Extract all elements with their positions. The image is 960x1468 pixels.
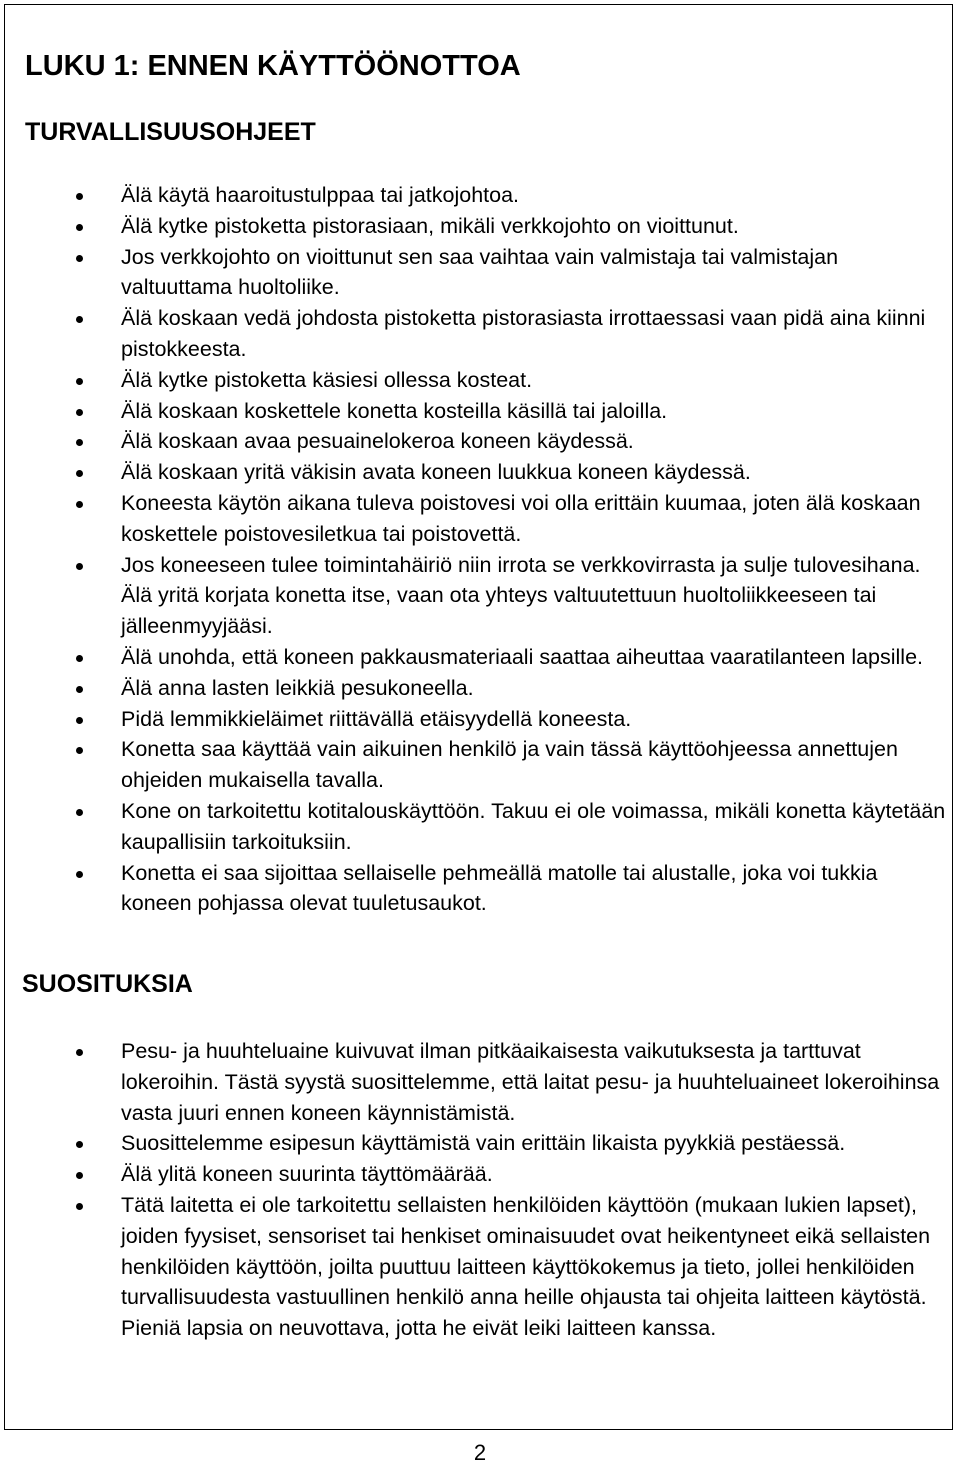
list-item: Älä koskaan avaa pesuainelokeroa koneen käydessä. xyxy=(0,426,951,457)
list-item: Jos verkkojohto on vioittunut sen saa vaihtaa vain valmistaja tai valmistajan valtuuttama huoltoliike. xyxy=(0,242,951,304)
list-item: Älä koskaan vedä johdosta pistoketta pistorasiasta irrottaessasi vaan pidä aina kiinni pistokkeesta. xyxy=(0,303,951,365)
list-item: Pidä lemmikkieläimet riittävällä etäisyydellä koneesta. xyxy=(0,704,951,735)
list-item: Konetta saa käyttää vain aikuinen henkilö ja vain tässä käyttöohjeessa annettujen ohjeiden mukaisella tavalla. xyxy=(0,734,951,796)
list-item: Älä ylitä koneen suurinta täyttömäärää. xyxy=(0,1159,951,1190)
list-item: Kone on tarkoitettu kotitalouskäyttöön. Takuu ei ole voimassa, mikäli konetta käytetään kaupallisiin tarkoituksiin. xyxy=(0,796,951,858)
list-item: Älä koskaan yritä väkisin avata koneen luukkua koneen käydessä. xyxy=(0,457,951,488)
safety-heading: TURVALLISUUSOHJEET xyxy=(25,118,316,146)
list-item: Älä käytä haaroitustulppaa tai jatkojohtoa. xyxy=(0,180,951,211)
list-item: Älä anna lasten leikkiä pesukoneella. xyxy=(0,673,951,704)
recommendations-heading: SUOSITUKSIA xyxy=(22,970,193,998)
list-item: Älä kytke pistoketta käsiesi ollessa kosteat. xyxy=(0,365,951,396)
list-item: Älä koskaan koskettele konetta kosteilla käsillä tai jaloilla. xyxy=(0,396,951,427)
list-item: Suosittelemme esipesun käyttämistä vain erittäin likaista pyykkiä pestäessä. xyxy=(0,1128,951,1159)
list-item: Älä unohda, että koneen pakkausmateriaali saattaa aiheuttaa vaaratilanteen lapsille. xyxy=(0,642,951,673)
chapter-title: LUKU 1: ENNEN KÄYTTÖÖNOTTOA xyxy=(25,50,521,82)
list-item: Pesu- ja huuhteluaine kuivuvat ilman pitkäaikaisesta vaikutuksesta ja tarttuvat lokeroihin. Tästä syystä suosittelemme, että laitat pesu- ja huuhteluaineet lokeroihinsa vasta juuri ennen koneen käynnistämistä. xyxy=(0,1036,951,1128)
recommendations-list xyxy=(0,1036,951,1344)
page-number: 2 xyxy=(473,1440,487,1465)
safety-list xyxy=(0,180,951,919)
list-item: Tätä laitetta ei ole tarkoitettu sellaisten henkilöiden käyttöön (mukaan lukien lapset), joiden fyysiset, sensoriset tai henkiset ominaisuudet ovat heikentyneet eikä sellaisten henkilöiden käyttöön, joilta puuttuu laitteen käyttökokemus ja tieto, jollei henkilöiden turvallisuudesta vastuullinen henkilö anna heille ohjausta tai ohjeita laitteen käytöstä. Pieniä lapsia on neuvottava, jotta he eivät leiki laitteen kanssa. xyxy=(0,1190,951,1344)
list-item: Jos koneeseen tulee toimintahäiriö niin irrota se verkkovirrasta ja sulje tulovesihana. Älä yritä korjata konetta itse, vaan ota yhteys valtuutettuun huoltoliikkeeseen tai jälleenmyyjääsi. xyxy=(0,550,951,642)
list-item: Konetta ei saa sijoittaa sellaiselle pehmeällä matolle tai alustalle, joka voi tukkia koneen pohjassa olevat tuuletusaukot. xyxy=(0,858,951,920)
list-item: Älä kytke pistoketta pistorasiaan, mikäli verkkojohto on vioittunut. xyxy=(0,211,951,242)
list-item: Koneesta käytön aikana tuleva poistovesi voi olla erittäin kuumaa, joten älä koskaan koskettele poistovesiletkua tai poistovettä. xyxy=(0,488,951,550)
